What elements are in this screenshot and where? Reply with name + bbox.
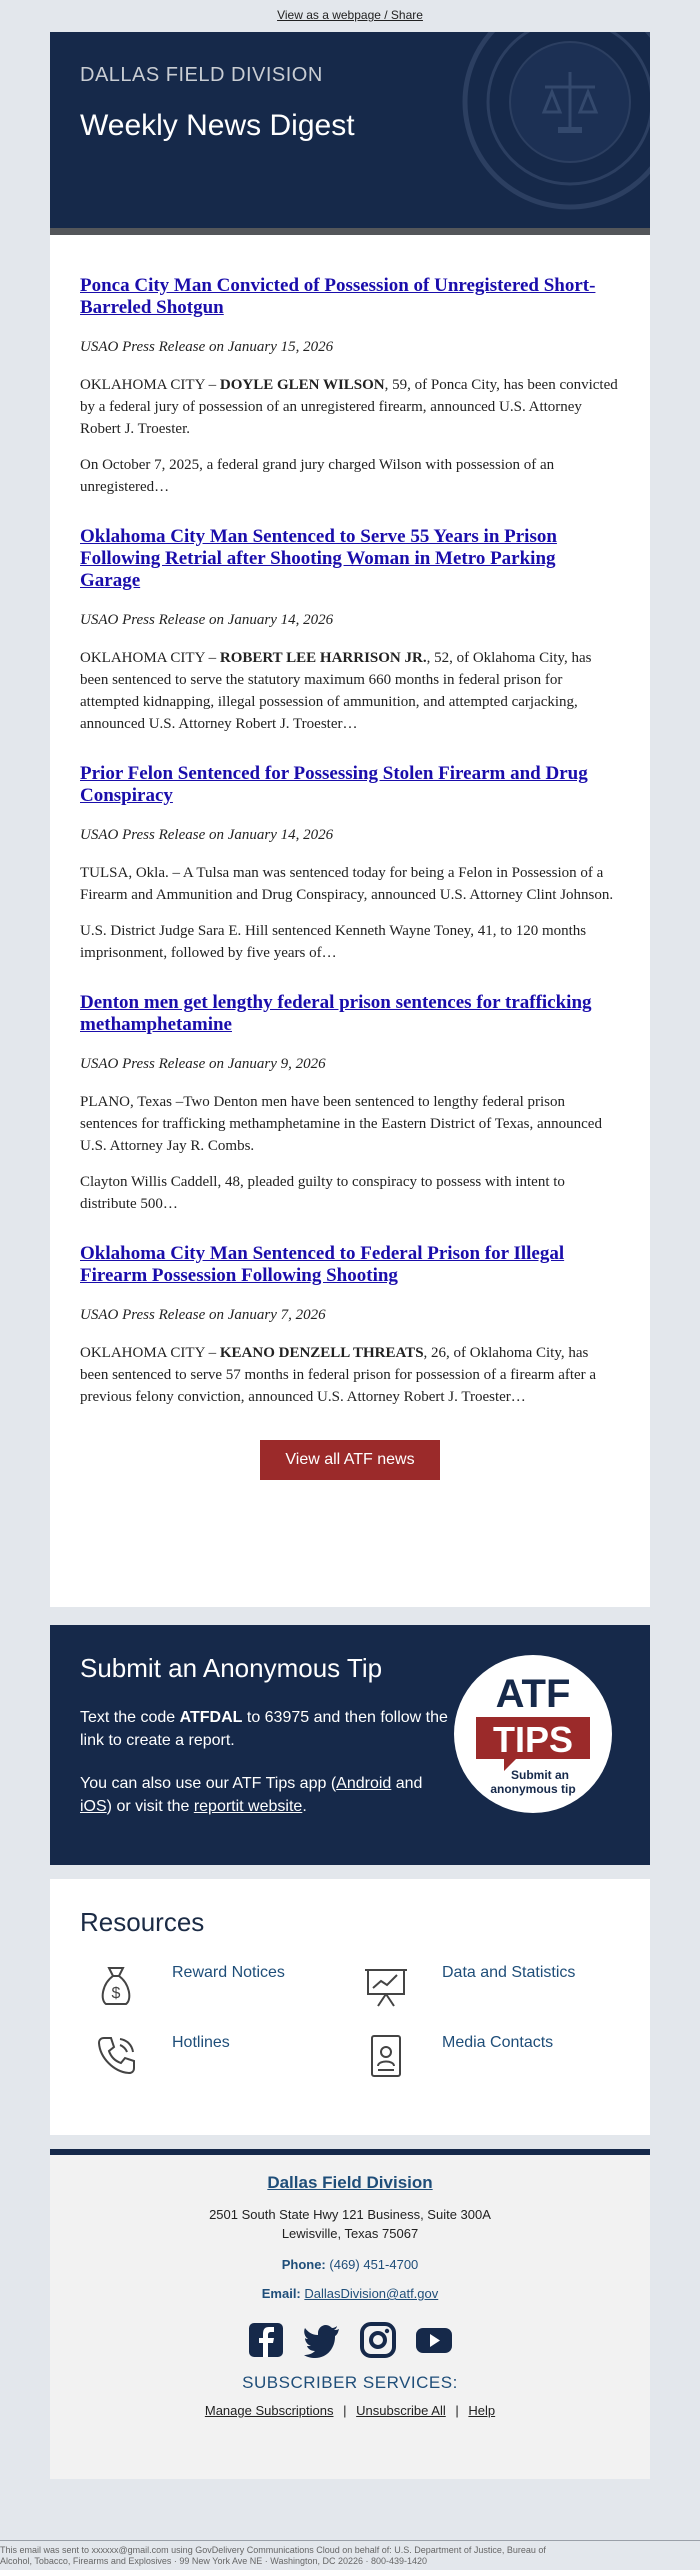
article-lead: OKLAHOMA CITY – bbox=[80, 650, 220, 666]
phone-label: Phone: bbox=[281, 2257, 326, 2272]
tip-text: You can also use our ATF Tips app ( bbox=[80, 1775, 337, 1792]
view-as-webpage-link[interactable]: View as a webpage / Share bbox=[277, 8, 423, 22]
logo-line2: anonymous tip bbox=[490, 1782, 576, 1796]
article-link[interactable]: Oklahoma City Man Sentenced to Federal Prison for Illegal Firearm Possession Following Shooting bbox=[80, 1243, 565, 1286]
article-defendant: KEANO DENZELL THREATS bbox=[219, 1345, 424, 1361]
legal-footer bbox=[0, 2540, 700, 2567]
footer-phone bbox=[50, 2257, 650, 2272]
division-name: DALLAS FIELD DIVISION bbox=[80, 64, 323, 86]
tip-text: Text the code bbox=[80, 1709, 180, 1726]
subscriber-services-heading: SUBSCRIBER SERVICES: bbox=[242, 2373, 458, 2392]
resources-heading: Resources bbox=[80, 1907, 205, 1937]
atf-seal-icon bbox=[460, 32, 650, 212]
article-link[interactable]: Oklahoma City Man Sentenced to Serve 55 Years in Prison Following Retrial after Shooting Woman in Metro Parking Garage bbox=[80, 526, 557, 591]
article-meta: USAO Press Release on January 14, 2026 bbox=[80, 612, 334, 628]
logo-atf-text: ATF bbox=[495, 1672, 571, 1716]
youtube-icon[interactable] bbox=[415, 2321, 453, 2359]
logo-line1: Submit an bbox=[510, 1768, 570, 1782]
article-meta: USAO Press Release on January 15, 2026 bbox=[80, 339, 334, 355]
tip-text: . bbox=[302, 1798, 307, 1815]
article-lead: OKLAHOMA CITY – bbox=[80, 377, 220, 393]
money-bag-icon bbox=[90, 1960, 142, 2012]
article-body bbox=[80, 647, 620, 735]
address-line-1: 2501 South State Hwy 121 Business, Suite 300A bbox=[209, 2207, 491, 2222]
email-link[interactable]: DallasDivision@atf.gov bbox=[304, 2286, 439, 2301]
phone-icon bbox=[90, 2030, 142, 2082]
article-body: TULSA, Okla. – A Tulsa man was sentenced today for being a Felon in Possession of a Firearm and Ammunition and Drug Conspiracy, announced U.S. Attorney Clint Johnson. bbox=[80, 865, 614, 903]
article bbox=[80, 992, 620, 1215]
instagram-icon[interactable] bbox=[359, 2321, 397, 2359]
social-links bbox=[50, 2321, 650, 2359]
article-link[interactable]: Ponca City Man Convicted of Possession of Unregistered Short-Barreled Shotgun bbox=[80, 275, 596, 318]
digest-title: Weekly News Digest bbox=[80, 109, 355, 142]
footer-address bbox=[50, 2205, 650, 2243]
email-body bbox=[50, 32, 650, 2479]
article-body bbox=[80, 374, 620, 440]
article-body: PLANO, Texas –Two Denton men have been sentenced to lengthy federal prison sentences for trafficking methamphetamine in the Eastern District of Texas, announced U.S. Attorney Jay R. Combs. bbox=[80, 1094, 602, 1154]
article bbox=[80, 275, 620, 498]
footer-email bbox=[50, 2286, 650, 2301]
resources-grid bbox=[80, 1960, 620, 2100]
news-section bbox=[50, 235, 650, 1607]
reportit-link[interactable]: reportit website bbox=[193, 1798, 303, 1815]
news-button-wrap bbox=[80, 1436, 620, 1480]
article-link[interactable]: Prior Felon Sentenced for Possessing Stolen Firearm and Drug Conspiracy bbox=[80, 763, 588, 806]
subscriber-links bbox=[50, 2403, 650, 2418]
article-link[interactable]: Denton men get lengthy federal prison sentences for trafficking methamphetamine bbox=[80, 992, 592, 1035]
reward-notices-link[interactable]: Reward Notices bbox=[172, 1964, 285, 1981]
email-label: Email: bbox=[261, 2286, 301, 2301]
top-bar bbox=[0, 0, 700, 32]
footer-division-name[interactable]: Dallas Field Division bbox=[267, 2173, 433, 2192]
media-contacts-link[interactable]: Media Contacts bbox=[442, 2034, 554, 2051]
legal-line-2: Alcohol, Tobacco, Firearms and Explosives · 99 New York Ave NE · Washington, DC 20226 · 800-439-1420 bbox=[0, 2556, 428, 2566]
contact-card-icon bbox=[360, 2030, 412, 2082]
separator: | bbox=[343, 2403, 347, 2418]
article-body-2: Clayton Willis Caddell, 48, pleaded guilty to conspiracy to possess with intent to distribute 500… bbox=[80, 1174, 565, 1212]
anonymous-tip-section bbox=[50, 1625, 650, 1865]
view-all-news-button[interactable]: View all ATF news bbox=[260, 1440, 439, 1480]
article-title bbox=[80, 992, 620, 1036]
unsubscribe-all-link[interactable]: Unsubscribe All bbox=[356, 2403, 446, 2418]
article-body-2: On October 7, 2025, a federal grand jury charged Wilson with possession of an unregistered… bbox=[80, 457, 555, 495]
hotlines-link[interactable]: Hotlines bbox=[172, 2034, 230, 2051]
ios-link[interactable]: iOS bbox=[80, 1798, 107, 1815]
data-statistics-link[interactable]: Data and Statistics bbox=[442, 1964, 576, 1981]
tip-app-instructions bbox=[80, 1772, 450, 1818]
tip-code: ATFDAL bbox=[179, 1709, 243, 1726]
resource-media-contacts bbox=[350, 2030, 620, 2100]
footer-section bbox=[50, 2149, 650, 2479]
article-meta: USAO Press Release on January 14, 2026 bbox=[80, 827, 334, 843]
header-banner bbox=[50, 32, 650, 235]
article-lead: OKLAHOMA CITY – bbox=[80, 1345, 220, 1361]
article bbox=[80, 526, 620, 735]
article-text: , 52, of Oklahoma City, has been sentenced to serve the statutory maximum 660 months in federal prison for attempted kidnapping, illegal possession of ammunition, and attempted carjacking, announced U.S. Attorney Robert J. Troester… bbox=[80, 650, 592, 732]
tip-heading: Submit an Anonymous Tip bbox=[80, 1653, 383, 1683]
logo-tips-text: TIPS bbox=[492, 1719, 574, 1760]
phone-link[interactable]: (469) 451-4700 bbox=[329, 2257, 419, 2272]
atf-tips-logo-icon[interactable] bbox=[454, 1655, 612, 1813]
article-meta: USAO Press Release on January 9, 2026 bbox=[80, 1056, 326, 1072]
article bbox=[80, 1243, 620, 1408]
article-text: , 59, of Ponca City, has been convicted by a federal jury of possession of an unregistered firearm, announced U.S. Attorney Robert J. Troester. bbox=[80, 377, 618, 437]
article-title bbox=[80, 526, 620, 592]
svg-text:$: $ bbox=[111, 1985, 121, 2002]
android-link[interactable]: Android bbox=[336, 1775, 392, 1792]
legal-line-1: This email was sent to xxxxxx@gmail.com using GovDelivery Communications Cloud on behalf of: U.S. Department of Justice, Bureau of bbox=[0, 2545, 546, 2555]
resource-data-statistics bbox=[350, 1960, 620, 2030]
article-text: , 26, of Oklahoma City, has been sentenced to serve 57 months in federal prison for possession of a firearm after a previous felony conviction, announced U.S. Attorney Robert J. Troester… bbox=[80, 1345, 597, 1405]
facebook-icon[interactable] bbox=[247, 2321, 285, 2359]
address-line-2: Lewisville, Texas 75067 bbox=[281, 2226, 419, 2241]
twitter-icon[interactable] bbox=[303, 2321, 341, 2359]
article-meta: USAO Press Release on January 7, 2026 bbox=[80, 1307, 326, 1323]
help-link[interactable]: Help bbox=[468, 2403, 496, 2418]
article-title bbox=[80, 1243, 620, 1287]
article-title bbox=[80, 275, 620, 319]
manage-subscriptions-link[interactable]: Manage Subscriptions bbox=[204, 2403, 334, 2418]
resource-reward-notices bbox=[80, 1960, 350, 2030]
tip-text-instructions bbox=[80, 1706, 450, 1752]
resource-hotlines bbox=[80, 2030, 350, 2100]
article-defendant: DOYLE GLEN WILSON bbox=[219, 377, 385, 393]
article-title bbox=[80, 763, 620, 807]
tip-text: to 63975 and then follow the link to create a report. bbox=[80, 1709, 448, 1749]
resources-section bbox=[50, 1879, 650, 2135]
tip-text: ) or visit the bbox=[106, 1798, 194, 1815]
article-body bbox=[80, 1342, 620, 1408]
presentation-chart-icon bbox=[360, 1960, 412, 2012]
article bbox=[80, 763, 620, 964]
article-body-2: U.S. District Judge Sara E. Hill sentenced Kenneth Wayne Toney, 41, to 120 months imprisonment, followed by five years of… bbox=[80, 923, 587, 961]
tip-text: and bbox=[391, 1775, 423, 1792]
separator: | bbox=[455, 2403, 459, 2418]
article-defendant: ROBERT LEE HARRISON JR. bbox=[219, 650, 427, 666]
